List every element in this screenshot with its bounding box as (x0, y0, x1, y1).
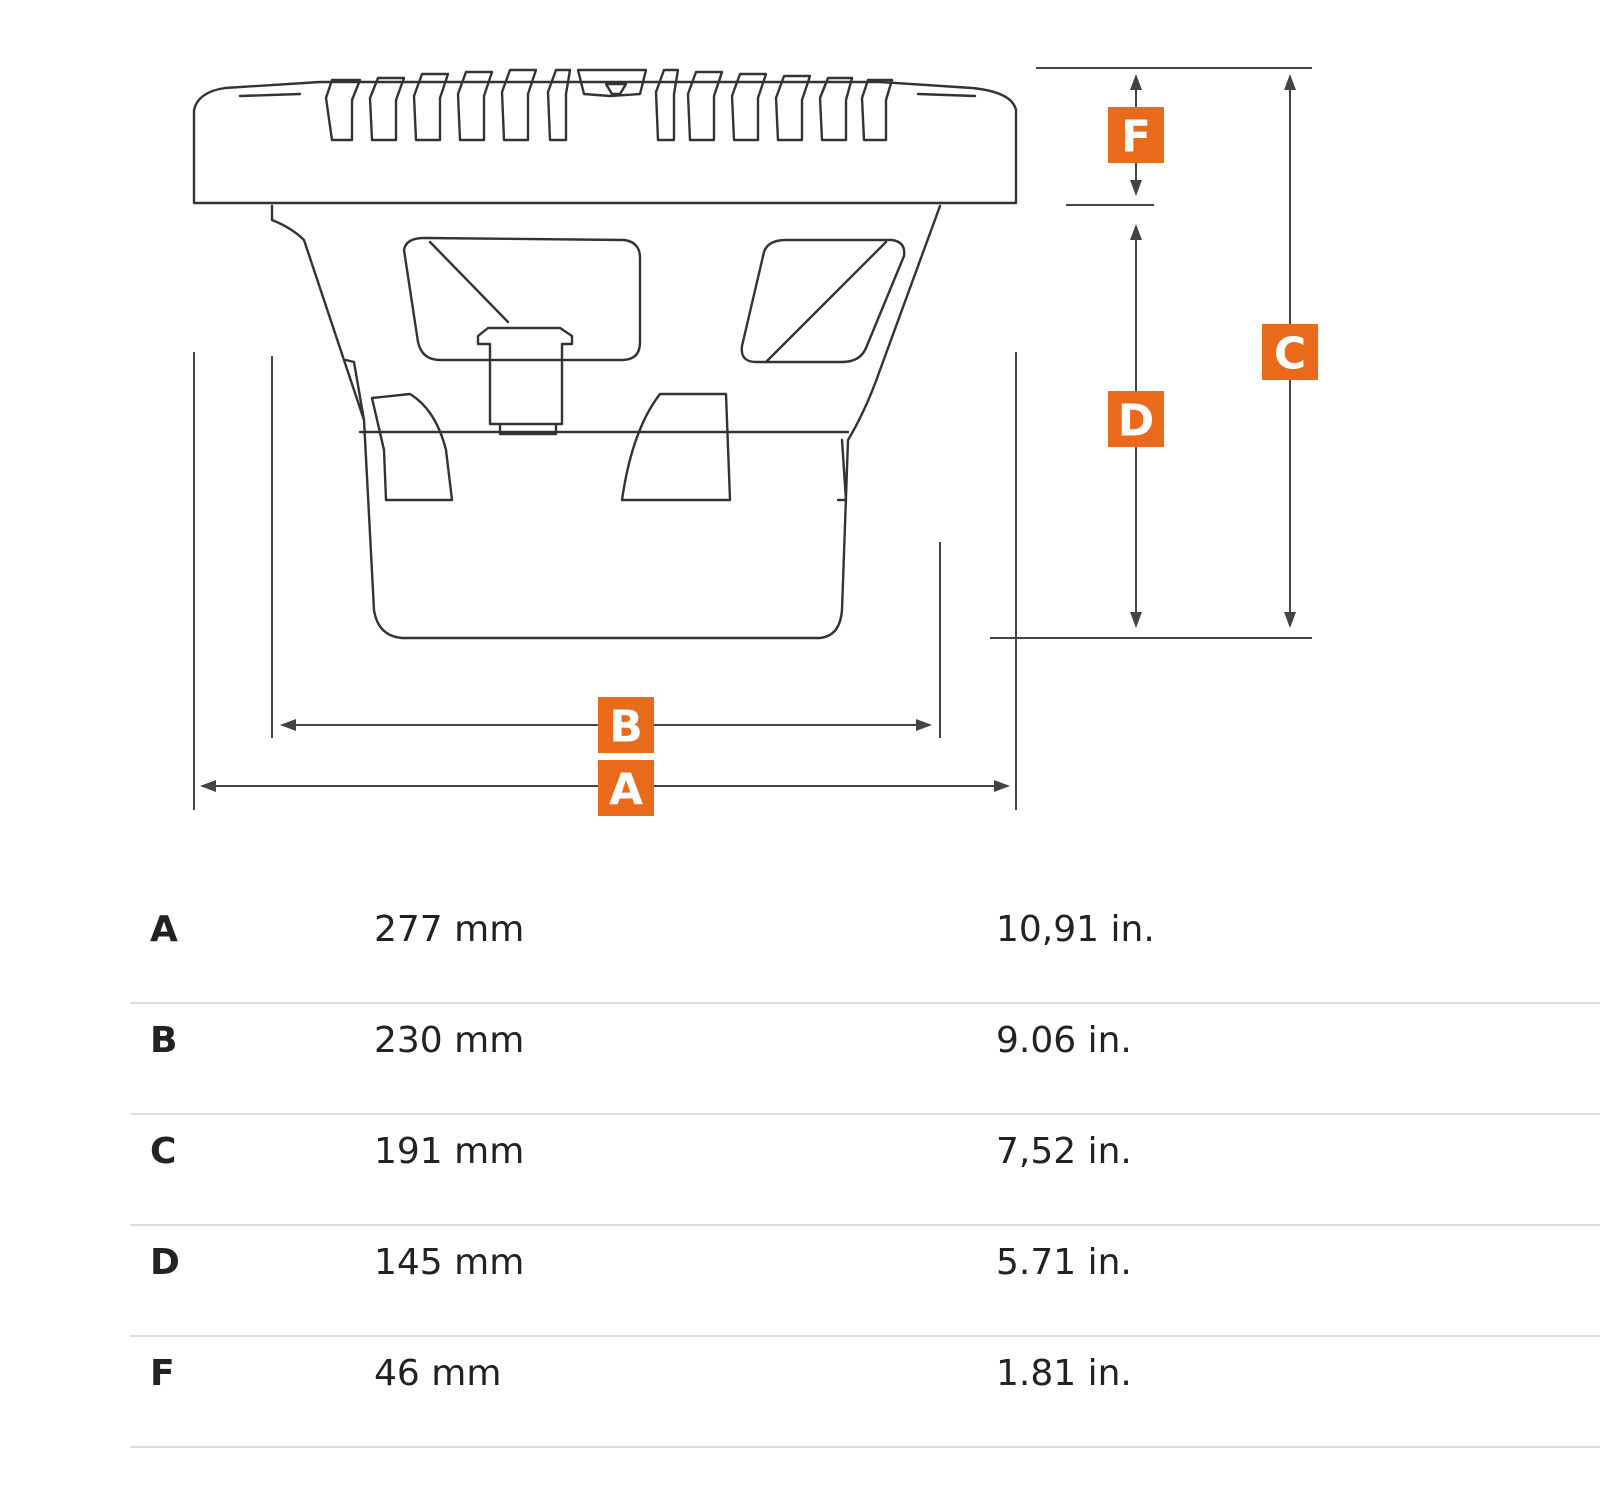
dimensions-table (130, 893, 1600, 1448)
dimension-letter: F (150, 1353, 175, 1394)
basket-rib-tabs (346, 360, 846, 500)
table-row (130, 1337, 1600, 1448)
dimension-mm: 277 mm (374, 909, 525, 950)
basket-window-left (404, 238, 640, 360)
dimension-inches: 9.06 in. (996, 1020, 1132, 1061)
dimension-inches: 7,52 in. (996, 1131, 1132, 1172)
speaker-basket (272, 206, 940, 638)
dimension-mm: 230 mm (374, 1020, 525, 1061)
table-row (130, 1226, 1600, 1337)
dimension-a (200, 760, 1010, 816)
dimension-mm: 191 mm (374, 1131, 525, 1172)
dimension-letter: C (150, 1131, 177, 1172)
basket-window-right (742, 240, 904, 362)
basket-rib-right (622, 394, 730, 500)
grille-fins (326, 70, 892, 140)
dimension-inches: 1.81 in. (996, 1353, 1132, 1394)
badge-c: C (1273, 328, 1307, 380)
badge-d: D (1117, 395, 1155, 447)
dimension-mm: 145 mm (374, 1242, 525, 1283)
dimension-inches: 5.71 in. (996, 1242, 1132, 1283)
dimension-letter: B (150, 1020, 178, 1061)
dimension-inches: 10,91 in. (996, 909, 1155, 950)
speaker-frame (194, 82, 1016, 203)
speaker-terminal (478, 328, 572, 424)
table-row (130, 1115, 1600, 1226)
basket-window-left-edge (430, 242, 508, 322)
dimension-letter: A (150, 909, 178, 950)
dimension-f (1108, 74, 1164, 196)
basket-rib-left (372, 394, 452, 500)
dimension-c (1262, 74, 1318, 628)
dimension-b (280, 697, 932, 753)
table-row (130, 1004, 1600, 1115)
speaker-drawing (194, 70, 1016, 638)
badge-a: A (608, 764, 644, 816)
dimension-letter: D (150, 1242, 180, 1283)
dimension-d (1108, 224, 1164, 628)
badge-b: B (609, 701, 643, 753)
table-row (130, 893, 1600, 1004)
badge-f: F (1120, 111, 1152, 163)
dimension-mm: 46 mm (374, 1353, 502, 1394)
